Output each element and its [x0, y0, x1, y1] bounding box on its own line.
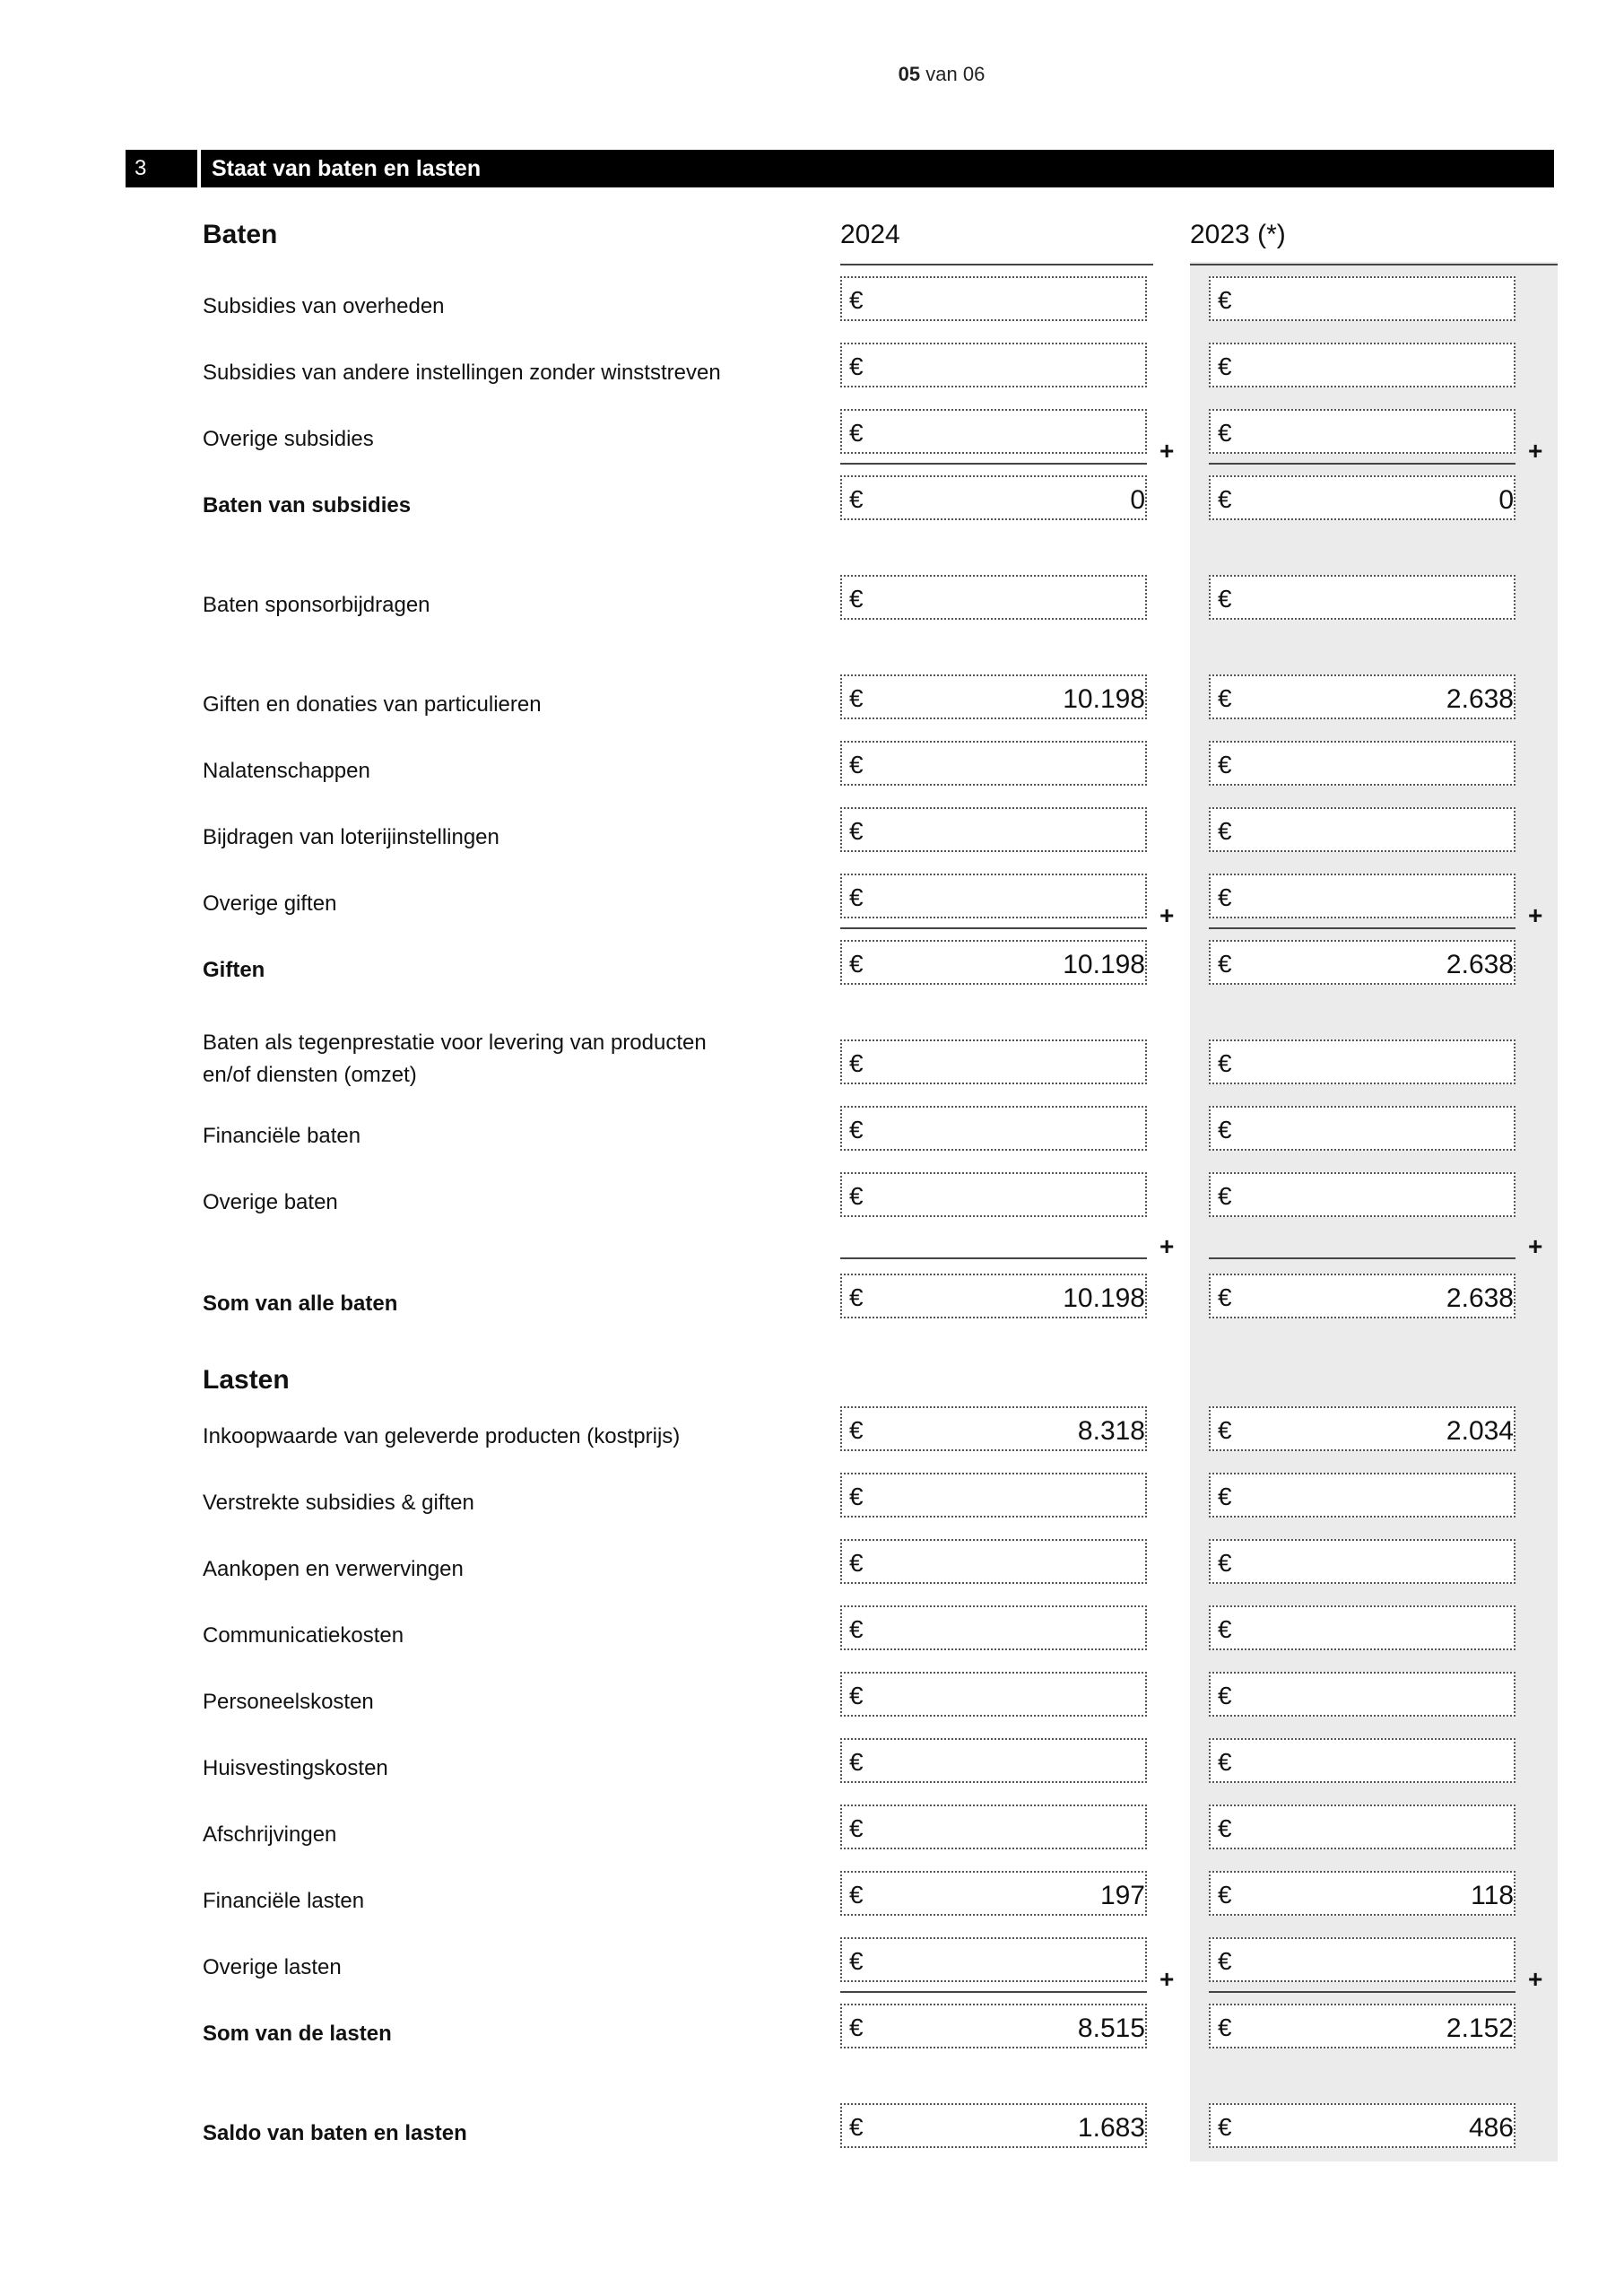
- amount-field-2023[interactable]: [1209, 1738, 1515, 1783]
- amount-field-2024[interactable]: [840, 1871, 1147, 1916]
- amount-field-2023[interactable]: [1209, 575, 1515, 620]
- sum-line: [1209, 1991, 1515, 1993]
- amount-field-2023[interactable]: [1209, 1871, 1515, 1916]
- euro-sign: €: [849, 1416, 864, 1444]
- euro-sign: €: [849, 1682, 864, 1709]
- plus-sign: +: [1528, 437, 1543, 465]
- euro-sign: €: [849, 1483, 864, 1510]
- section-title: Staat van baten en lasten: [201, 150, 1554, 187]
- amount-field-2023[interactable]: [1209, 1937, 1515, 1982]
- amount-value: 1.683: [1077, 2113, 1145, 2143]
- euro-sign: €: [1218, 419, 1232, 447]
- amount-value: 0: [1498, 485, 1514, 515]
- amount-value: 2.152: [1446, 2013, 1514, 2043]
- row-label: Financiële lasten: [203, 1889, 365, 1913]
- euro-sign: €: [1218, 1615, 1232, 1643]
- amount-field-2024[interactable]: [840, 1738, 1147, 1783]
- amount-field-2024[interactable]: [840, 1274, 1147, 1318]
- amount-field-2024[interactable]: [840, 2004, 1147, 2048]
- plus-sign: +: [1159, 437, 1175, 465]
- euro-sign: €: [849, 684, 864, 712]
- amount-field-2024[interactable]: [840, 1605, 1147, 1650]
- baten-heading: Baten: [203, 220, 278, 249]
- euro-sign: €: [849, 817, 864, 845]
- sum-line: [1209, 463, 1515, 465]
- euro-sign: €: [1218, 1947, 1232, 1975]
- page-total: 06: [962, 63, 986, 85]
- row-label: Verstrekte subsidies & giften: [203, 1491, 474, 1515]
- row-label: Subsidies van overheden: [203, 294, 445, 318]
- row-label: Giften en donaties van particulieren: [203, 692, 542, 717]
- amount-value: 197: [1099, 1881, 1145, 1910]
- euro-sign: €: [1218, 1881, 1232, 1909]
- amount-field-2024[interactable]: [840, 940, 1147, 985]
- amount-value: 2.638: [1446, 950, 1514, 979]
- amount-value: 10.198: [1063, 1283, 1145, 1313]
- amount-field-2024[interactable]: [840, 575, 1147, 620]
- euro-sign: €: [1218, 1116, 1232, 1144]
- amount-field-2023[interactable]: [1209, 741, 1515, 786]
- euro-sign: €: [849, 1881, 864, 1909]
- row-label: Som van alle baten: [203, 1292, 398, 1316]
- euro-sign: €: [1218, 352, 1232, 380]
- euro-sign: €: [1218, 950, 1232, 978]
- euro-sign: €: [849, 352, 864, 380]
- amount-field-2024[interactable]: [840, 343, 1147, 387]
- euro-sign: €: [849, 1182, 864, 1210]
- euro-sign: €: [849, 751, 864, 778]
- euro-sign: €: [1218, 1682, 1232, 1709]
- amount-field-2023[interactable]: [1209, 1805, 1515, 1849]
- page-separator: van: [920, 63, 963, 85]
- column-header-2024: 2024: [840, 220, 900, 249]
- amount-field-2024[interactable]: [840, 409, 1147, 454]
- row-label: Nalatenschappen: [203, 759, 370, 783]
- euro-sign: €: [1218, 684, 1232, 712]
- amount-field-2023[interactable]: [1209, 1406, 1515, 1451]
- euro-sign: €: [1218, 2013, 1232, 2041]
- amount-field-2024[interactable]: [840, 1039, 1147, 1084]
- euro-sign: €: [1218, 1049, 1232, 1077]
- euro-sign: €: [849, 286, 864, 314]
- page-current: 05: [898, 63, 921, 85]
- amount-field-2024[interactable]: [840, 1937, 1147, 1982]
- sum-line: [840, 463, 1147, 465]
- euro-sign: €: [1218, 1814, 1232, 1842]
- plus-sign: +: [1528, 901, 1543, 929]
- row-label: Overige giften: [203, 891, 337, 916]
- euro-sign: €: [1218, 585, 1232, 613]
- amount-field-2023[interactable]: [1209, 1172, 1515, 1217]
- amount-field-2024[interactable]: [840, 475, 1147, 520]
- row-label: Baten sponsorbijdragen: [203, 593, 430, 617]
- row-label: Baten als tegenprestatie voor levering van producten en/of diensten (omzet): [203, 1031, 707, 1087]
- euro-sign: €: [1218, 1748, 1232, 1776]
- amount-field-2023[interactable]: [1209, 475, 1515, 520]
- row-label: Giften: [203, 958, 265, 982]
- plus-sign: +: [1528, 1965, 1543, 1993]
- euro-sign: €: [849, 883, 864, 911]
- row-label: Som van de lasten: [203, 2022, 392, 2046]
- amount-field-2023[interactable]: [1209, 343, 1515, 387]
- euro-sign: €: [849, 950, 864, 978]
- amount-field-2023[interactable]: [1209, 874, 1515, 918]
- amount-field-2023[interactable]: [1209, 807, 1515, 852]
- amount-field-2024[interactable]: [840, 1406, 1147, 1451]
- column-rule-2024: [840, 264, 1153, 265]
- amount-value: 2.638: [1446, 1283, 1514, 1313]
- row-label: Baten van subsidies: [203, 493, 412, 517]
- euro-sign: €: [1218, 2113, 1232, 2141]
- euro-sign: €: [849, 2113, 864, 2141]
- row-label: Financiële baten: [203, 1124, 361, 1148]
- euro-sign: €: [849, 1549, 864, 1577]
- amount-field-2023[interactable]: [1209, 1039, 1515, 1084]
- sum-line: [1209, 927, 1515, 929]
- plus-sign: +: [1159, 901, 1175, 929]
- amount-value: 118: [1471, 1881, 1514, 1910]
- amount-field-2023[interactable]: [1209, 2004, 1515, 2048]
- row-label: Bijdragen van loterijinstellingen: [203, 825, 499, 849]
- amount-field-2024[interactable]: [840, 741, 1147, 786]
- row-label: Aankopen en verwervingen: [203, 1557, 464, 1581]
- euro-sign: €: [849, 1748, 864, 1776]
- amount-field-2023[interactable]: [1209, 409, 1515, 454]
- row-label: Overige lasten: [203, 1955, 342, 1979]
- amount-field-2023[interactable]: [1209, 940, 1515, 985]
- amount-field-2023[interactable]: [1209, 1605, 1515, 1650]
- euro-sign: €: [1218, 1416, 1232, 1444]
- amount-field-2024[interactable]: [840, 2103, 1147, 2148]
- amount-value: 10.198: [1063, 684, 1145, 714]
- column-header-2023: 2023 (*): [1190, 220, 1286, 249]
- amount-field-2024[interactable]: [840, 1172, 1147, 1217]
- amount-value: 486: [1468, 2113, 1514, 2143]
- euro-sign: €: [1218, 1283, 1232, 1311]
- amount-value: 8.515: [1077, 2013, 1145, 2043]
- amount-field-2024[interactable]: [840, 1539, 1147, 1584]
- sum-line: [840, 927, 1147, 929]
- amount-field-2024[interactable]: [840, 807, 1147, 852]
- euro-sign: €: [849, 1615, 864, 1643]
- amount-field-2023[interactable]: [1209, 1539, 1515, 1584]
- row-label: Inkoopwaarde van geleverde producten (kostprijs): [203, 1424, 681, 1448]
- sum-line: [840, 1991, 1147, 1993]
- amount-field-2024[interactable]: [840, 276, 1147, 321]
- row-label: Communicatiekosten: [203, 1623, 404, 1648]
- plus-sign: +: [1159, 1232, 1175, 1260]
- row-label: Personeelskosten: [203, 1690, 374, 1714]
- row-label: Overige baten: [203, 1190, 338, 1214]
- amount-value: 8.318: [1077, 1416, 1145, 1446]
- amount-value: 10.198: [1063, 950, 1145, 979]
- euro-sign: €: [849, 1116, 864, 1144]
- row-label: Afschrijvingen: [203, 1822, 337, 1847]
- section-number: 3: [126, 150, 197, 187]
- lasten-heading: Lasten: [203, 1365, 290, 1395]
- amount-field-2024[interactable]: [840, 674, 1147, 719]
- euro-sign: €: [1218, 883, 1232, 911]
- amount-value: 0: [1130, 485, 1145, 515]
- euro-sign: €: [849, 1814, 864, 1842]
- plus-sign: +: [1528, 1232, 1543, 1260]
- amount-field-2023[interactable]: [1209, 1274, 1515, 1318]
- amount-field-2024[interactable]: [840, 1473, 1147, 1518]
- row-label: Huisvestingskosten: [203, 1756, 388, 1780]
- sum-line: [1209, 1257, 1515, 1259]
- amount-value: 2.034: [1446, 1416, 1514, 1446]
- amount-field-2023[interactable]: [1209, 674, 1515, 719]
- amount-field-2023[interactable]: [1209, 1473, 1515, 1518]
- amount-field-2024[interactable]: [840, 874, 1147, 918]
- euro-sign: €: [849, 2013, 864, 2041]
- euro-sign: €: [1218, 1483, 1232, 1510]
- euro-sign: €: [1218, 286, 1232, 314]
- euro-sign: €: [849, 1947, 864, 1975]
- plus-sign: +: [1159, 1965, 1175, 1993]
- page-number: [0, 63, 1624, 86]
- amount-field-2024[interactable]: [840, 1106, 1147, 1151]
- euro-sign: €: [849, 1049, 864, 1077]
- column-rule-2023: [1190, 264, 1558, 265]
- euro-sign: €: [1218, 1182, 1232, 1210]
- amount-field-2024[interactable]: [840, 1672, 1147, 1717]
- amount-field-2023[interactable]: [1209, 276, 1515, 321]
- euro-sign: €: [1218, 485, 1232, 513]
- euro-sign: €: [849, 419, 864, 447]
- row-label: Overige subsidies: [203, 427, 374, 451]
- amount-field-2024[interactable]: [840, 1805, 1147, 1849]
- amount-field-2023[interactable]: [1209, 2103, 1515, 2148]
- amount-field-2023[interactable]: [1209, 1672, 1515, 1717]
- euro-sign: €: [849, 485, 864, 513]
- euro-sign: €: [1218, 751, 1232, 778]
- euro-sign: €: [849, 585, 864, 613]
- euro-sign: €: [849, 1283, 864, 1311]
- row-label: Subsidies van andere instellingen zonder winststreven: [203, 361, 721, 385]
- row-label: Saldo van baten en lasten: [203, 2121, 467, 2145]
- amount-value: 2.638: [1446, 684, 1514, 714]
- euro-sign: €: [1218, 1549, 1232, 1577]
- euro-sign: €: [1218, 817, 1232, 845]
- sum-line: [840, 1257, 1147, 1259]
- amount-field-2023[interactable]: [1209, 1106, 1515, 1151]
